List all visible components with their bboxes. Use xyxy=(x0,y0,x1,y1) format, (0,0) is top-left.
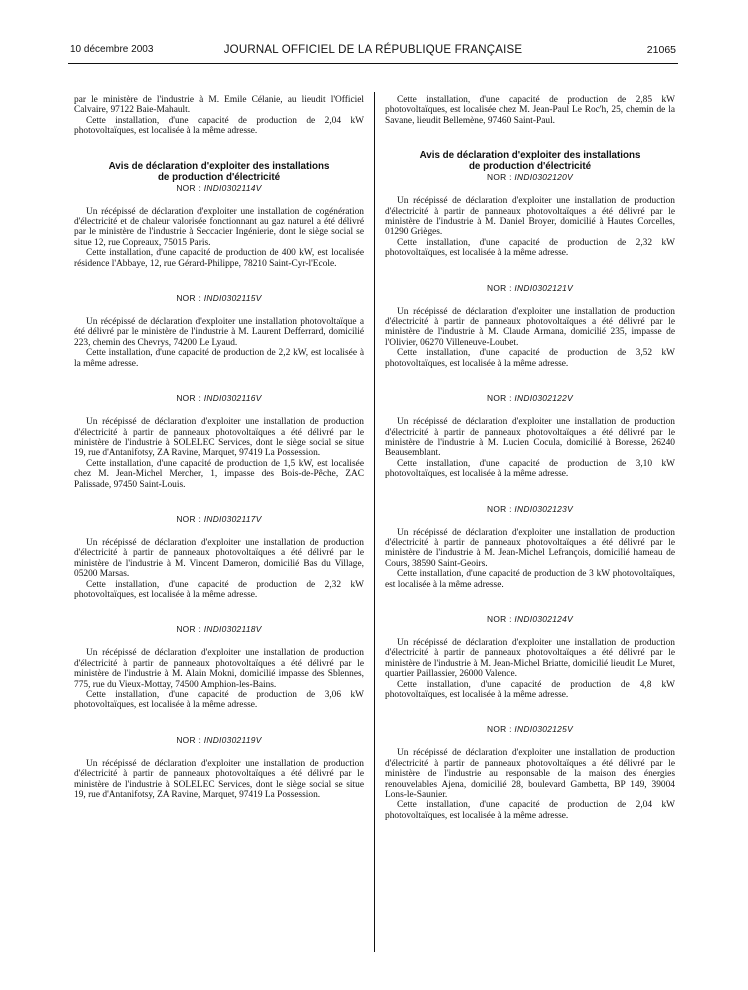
paragraph: Un récépissé de déclaration d'exploiter une installation de production d'électricité à partir de panneaux photovoltaïques a été délivré par le ministère de l'industrie à M. Jean-Michel Lefrançois, domicilié hameau de Cours, 38590 Saint-Geoirs. xyxy=(385,527,675,569)
right-column xyxy=(385,95,675,821)
paragraph: Un récépissé de déclaration d'exploiter une installation de production d'électricité à partir de panneaux photovoltaïques a été délivré par le ministère de l'industrie à M. Vincent Dameron, domicilié Bas du Village, 05200 Marsas. xyxy=(74,537,364,580)
paragraph: Cette installation, d'une capacité de production de 2,04 kW photovoltaïques, est localisée à la même adresse. xyxy=(74,115,364,137)
header-date: 10 décembre 2003 xyxy=(70,44,154,55)
section-heading: Avis de déclaration d'exploiter des installations de production d'électricité xyxy=(108,160,330,183)
paragraph: Un récépissé de déclaration d'exploiter une installation de production d'électricité à partir de panneaux photovoltaïques a été délivré par le ministère de l'industrie à M. Claude Armana, domicilié 235, impasse de l'Olivier, 06270 Villeneuve-Loubet. xyxy=(385,306,675,348)
paragraph: Cette installation, d'une capacité de production de 2,32 kW photovoltaïques, est localisée à la même adresse. xyxy=(74,579,364,600)
paragraph: par le ministère de l'industrie à M. Emile Célanie, au lieudit l'Officiel Calvaire, 97122 Baie-Mahault. xyxy=(74,95,364,116)
nor-reference: NOR : INDI0302114V xyxy=(176,182,262,193)
nor-reference: NOR : INDI0302123V xyxy=(487,503,573,514)
column-divider xyxy=(374,92,375,952)
paragraph: Cette installation, d'une capacité de production de 3,10 kW photovoltaïques, est localisée à la même adresse. xyxy=(385,458,675,480)
paragraph: Un récépissé de déclaration d'exploiter une installation de production d'électricité à partir de panneaux photovoltaïques a été délivré par le ministère de l'industrie à M. Jean-Michel Briatte, domicilié lieudit Le Muret, quartier Paillassier, 26000 Valence. xyxy=(385,637,675,680)
section-heading: Avis de déclaration d'exploiter des installations de production d'électricité xyxy=(419,150,641,173)
header-page-number: 21065 xyxy=(646,44,676,56)
nor-reference: NOR : INDI0302124V xyxy=(487,613,573,624)
nor-reference: NOR : INDI0302115V xyxy=(176,293,262,304)
paragraph: Cette installation, d'une capacité de production de 3 kW photovoltaïques, est localisée à la même adresse. xyxy=(385,569,675,590)
nor-reference: NOR : INDI0302125V xyxy=(487,724,573,735)
paragraph: Un récépissé de déclaration d'exploiter une installation de production d'électricité à partir de panneaux photovoltaïques a été délivré par le ministère de l'industrie au responsable de la maison des énergies renouvelables Ajena, domicilié 28, boulevard Gambetta, BP 149, 39004 Lons-le-Saunier. xyxy=(385,748,675,801)
paragraph: Cette installation, d'une capacité de production de 3,52 kW photovoltaïques, est localisée à la même adresse. xyxy=(385,348,675,369)
paragraph: Un récépissé de déclaration d'exploiter une installation photovoltaïque a été délivré par le ministère de l'industrie à M. Laurent Defferrard, domicilié 223, chemin des Chevrys, 74200 Le Lyaud. xyxy=(74,317,364,348)
nor-reference: NOR : INDI0302117V xyxy=(176,513,262,524)
paragraph: Cette installation, d'une capacité de production de 1,5 kW, est localisée chez M. Jean-Michel Mercher, 1, impasse des Bois-de-Pêche, ZAC Palissade, 97450 Saint-Louis. xyxy=(74,458,364,490)
page-header xyxy=(70,44,676,60)
paragraph: Un récépissé de déclaration d'exploiter une installation de production d'électricité à partir de panneaux photovoltaïques a été délivré par le ministère de l'industrie à M. Lucien Cocula, domicilié à Boresse, 26240 Beausemblant. xyxy=(385,417,675,459)
paragraph: Cette installation, d'une capacité de production de 3,06 kW photovoltaïques, est localisée à la même adresse. xyxy=(74,690,364,711)
nor-reference: NOR : INDI0302116V xyxy=(176,393,262,404)
paragraph: Un récépissé de déclaration d'exploiter une installation de production d'électricité à partir de panneaux photovoltaïques a été délivré par le ministère de l'industrie à M. Daniel Broyer, domicilié à Hautes Corcelles, 01290 Grièges. xyxy=(385,196,675,238)
paragraph: Cette installation, d'une capacité de production de 2,32 kW photovoltaïques, est localisée à la même adresse. xyxy=(385,237,675,259)
paragraph: Un récépissé de déclaration d'exploiter une installation de production d'électricité à partir de panneaux photovoltaïques a été délivré par le ministère de l'industrie à M. Alain Mokni, domicilié impasse des Sblennes, 775, rue du Vieux-Mottay, 74500 Amphion-les-Bains. xyxy=(74,648,364,690)
header-rule xyxy=(68,63,678,64)
nor-reference: NOR : INDI0302119V xyxy=(176,734,262,745)
paragraph: Cette installation, d'une capacité de production de 2,2 kW, est localisée à la même adresse. xyxy=(74,348,364,369)
nor-reference: NOR : INDI0302121V xyxy=(487,282,573,293)
paragraph: Cette installation, d'une capacité de production de 2,85 kW photovoltaïques, est localisée chez M. Jean-Paul Le Roc'h, 25, chemin de la Savane, lieudit Bellemène, 97460 Saint-Paul. xyxy=(385,95,675,126)
paragraph: Un récépissé de déclaration d'exploiter une installation de production d'électricité à partir de panneaux photovoltaïques a été délivré par le ministère de l'industrie à SOLELEC Services, dont le siège social se situe 19, rue d'Antanifotsy, ZA Ravine, Marquet, 97419 La Possession. xyxy=(74,417,364,459)
nor-reference: NOR : INDI0302122V xyxy=(487,393,573,404)
paragraph: Un récépissé de déclaration d'exploiter une installation de production d'électricité à partir de panneaux photovoltaïques a été délivré par le ministère de l'industrie à SOLELEC Services, dont le siège social se situe 19, rue d'Antanifotsy, ZA Ravine, Marquet, 97419 La Possession. xyxy=(74,758,364,801)
header-journal-title: JOURNAL OFFICIEL DE LA RÉPUBLIQUE FRANÇAISE xyxy=(223,44,523,56)
paragraph: Cette installation, d'une capacité de production de 4,8 kW photovoltaïques, est localisée à la même adresse. xyxy=(385,679,675,700)
paragraph: Un récépissé de déclaration d'exploiter une installation de cogénération d'électricité et de chaleur valorisée fonctionnant au gaz naturel a été délivré par le ministère de l'industrie à Seccacier Ingénierie, dont le siège social se situe 12, rue Copreaux, 75015 Paris. xyxy=(74,206,364,248)
nor-reference: NOR : INDI0302120V xyxy=(487,172,573,183)
paragraph: Cette installation, d'une capacité de production de 2,04 kW photovoltaïques, est localisée à la même adresse. xyxy=(385,800,675,821)
paragraph: Cette installation, d'une capacité de production de 400 kW, est localisée résidence l'Abbaye, 12, rue Gérard-Philippe, 78210 Saint-Cyr-l'Ecole. xyxy=(74,248,364,269)
nor-reference: NOR : INDI0302118V xyxy=(176,624,262,635)
left-column xyxy=(74,95,364,800)
